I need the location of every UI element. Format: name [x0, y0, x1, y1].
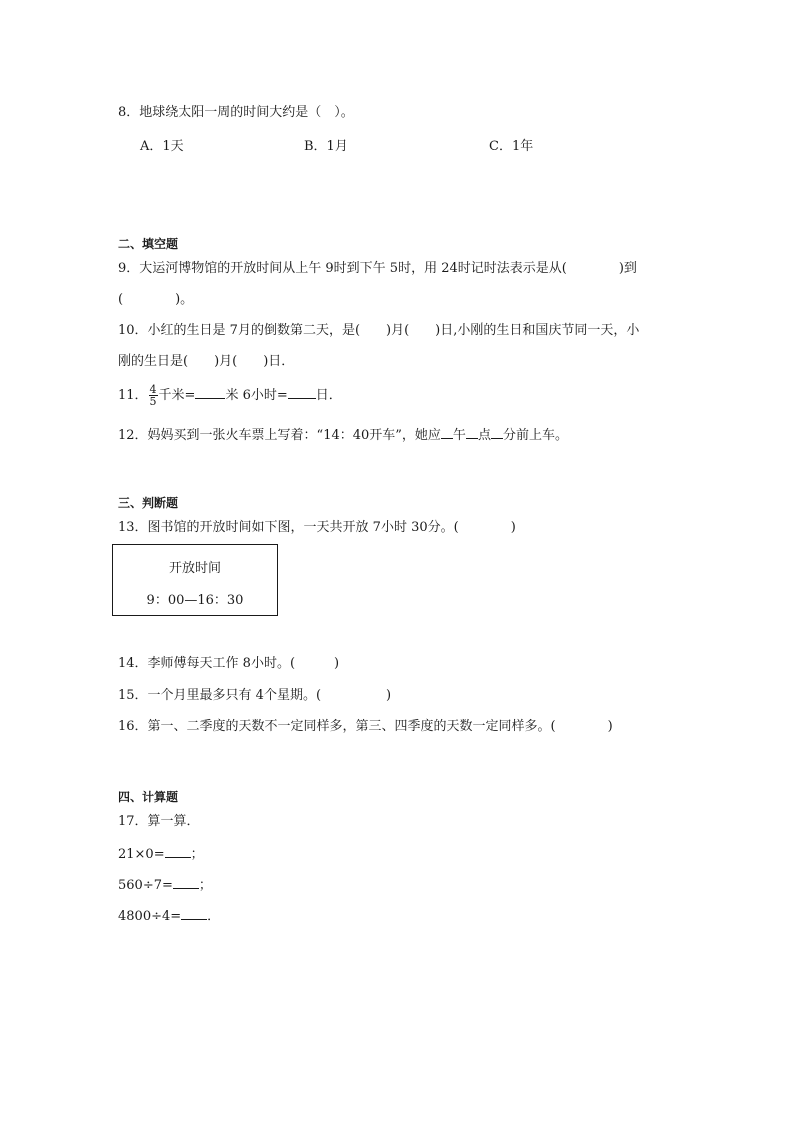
q8-option-a: A．1天 [140, 139, 184, 154]
q11-text-2: 米 6小时= [225, 388, 288, 403]
q8-option-c: C．1年 [489, 139, 534, 154]
q12-text-4: 分前上车。 [502, 428, 568, 443]
q11-blank-1[interactable] [195, 386, 225, 399]
section-heading-calculation: 四、计算题 [118, 790, 179, 804]
question-9-line-2: ( )。 [118, 292, 194, 307]
q11-fraction [149, 384, 158, 407]
calc-item [118, 845, 204, 864]
q12-text-2: 午 [452, 428, 466, 443]
question-16: 16．第一、二季度的天数不一定同样多，第三、四季度的天数一定同样多。( ) [118, 719, 613, 734]
q8-option-b: B．1月 [304, 139, 348, 154]
question-9-line-1: 9．大运河博物馆的开放时间从上午 9时到下午 5时，用 24时记时法表示是从( )到 [118, 261, 637, 276]
question-12 [118, 426, 568, 445]
q11-fraction-numerator: 4 [149, 383, 157, 396]
q11-text-3: 日． [315, 388, 342, 403]
calc-punctuation: ． [207, 909, 221, 924]
q11-blank-2[interactable] [288, 386, 316, 399]
q12-blank-3[interactable] [491, 426, 503, 439]
calc-expression: 560÷7= [118, 878, 173, 893]
section-heading-true-false: 三、判断题 [118, 496, 179, 510]
q12-blank-1[interactable] [441, 426, 453, 439]
calc-item [118, 876, 212, 895]
calc-answer-blank[interactable] [173, 876, 199, 889]
question-15: 15．一个月里最多只有 4个星期。( ) [118, 688, 392, 703]
q12-text-1: 12．妈妈买到一张火车票上写着：“14：40开车”，她应 [118, 428, 441, 443]
calc-answer-blank[interactable] [165, 845, 191, 858]
q11-text-1: 千米= [158, 388, 196, 403]
question-10-line-2: 刚的生日是( )月( )日． [118, 354, 295, 369]
q11-number: 11． [118, 388, 148, 403]
q12-text-3: 点 [477, 428, 491, 443]
calc-punctuation: ； [198, 878, 212, 893]
calc-answer-blank[interactable] [181, 907, 207, 920]
calc-punctuation: ； [190, 847, 204, 862]
question-11 [118, 382, 342, 410]
question-8: 8．地球绕太阳一周的时间大约是（ ）。 [118, 105, 354, 120]
opening-hours-box [112, 544, 278, 616]
opening-hours-time: 9：00—16：30 [146, 593, 244, 608]
section-heading-fill-in: 二、填空题 [118, 237, 179, 251]
question-13: 13．图书馆的开放时间如下图，一天共开放 7小时 30分。( ) [118, 520, 516, 535]
question-10-line-1: 10．小红的生日是 7月的倒数第二天，是( )月( )日,小刚的生日和国庆节同一天，小 [118, 323, 640, 338]
q11-fraction-denominator: 5 [149, 395, 157, 408]
calc-item [118, 907, 220, 926]
q12-blank-2[interactable] [466, 426, 478, 439]
opening-hours-title: 开放时间 [168, 561, 221, 576]
question-17: 17．算一算． [118, 814, 200, 829]
question-14: 14．李师傅每天工作 8小时。( ) [118, 656, 340, 671]
calc-expression: 4800÷4= [118, 909, 182, 924]
calc-expression: 21×0= [118, 847, 165, 862]
